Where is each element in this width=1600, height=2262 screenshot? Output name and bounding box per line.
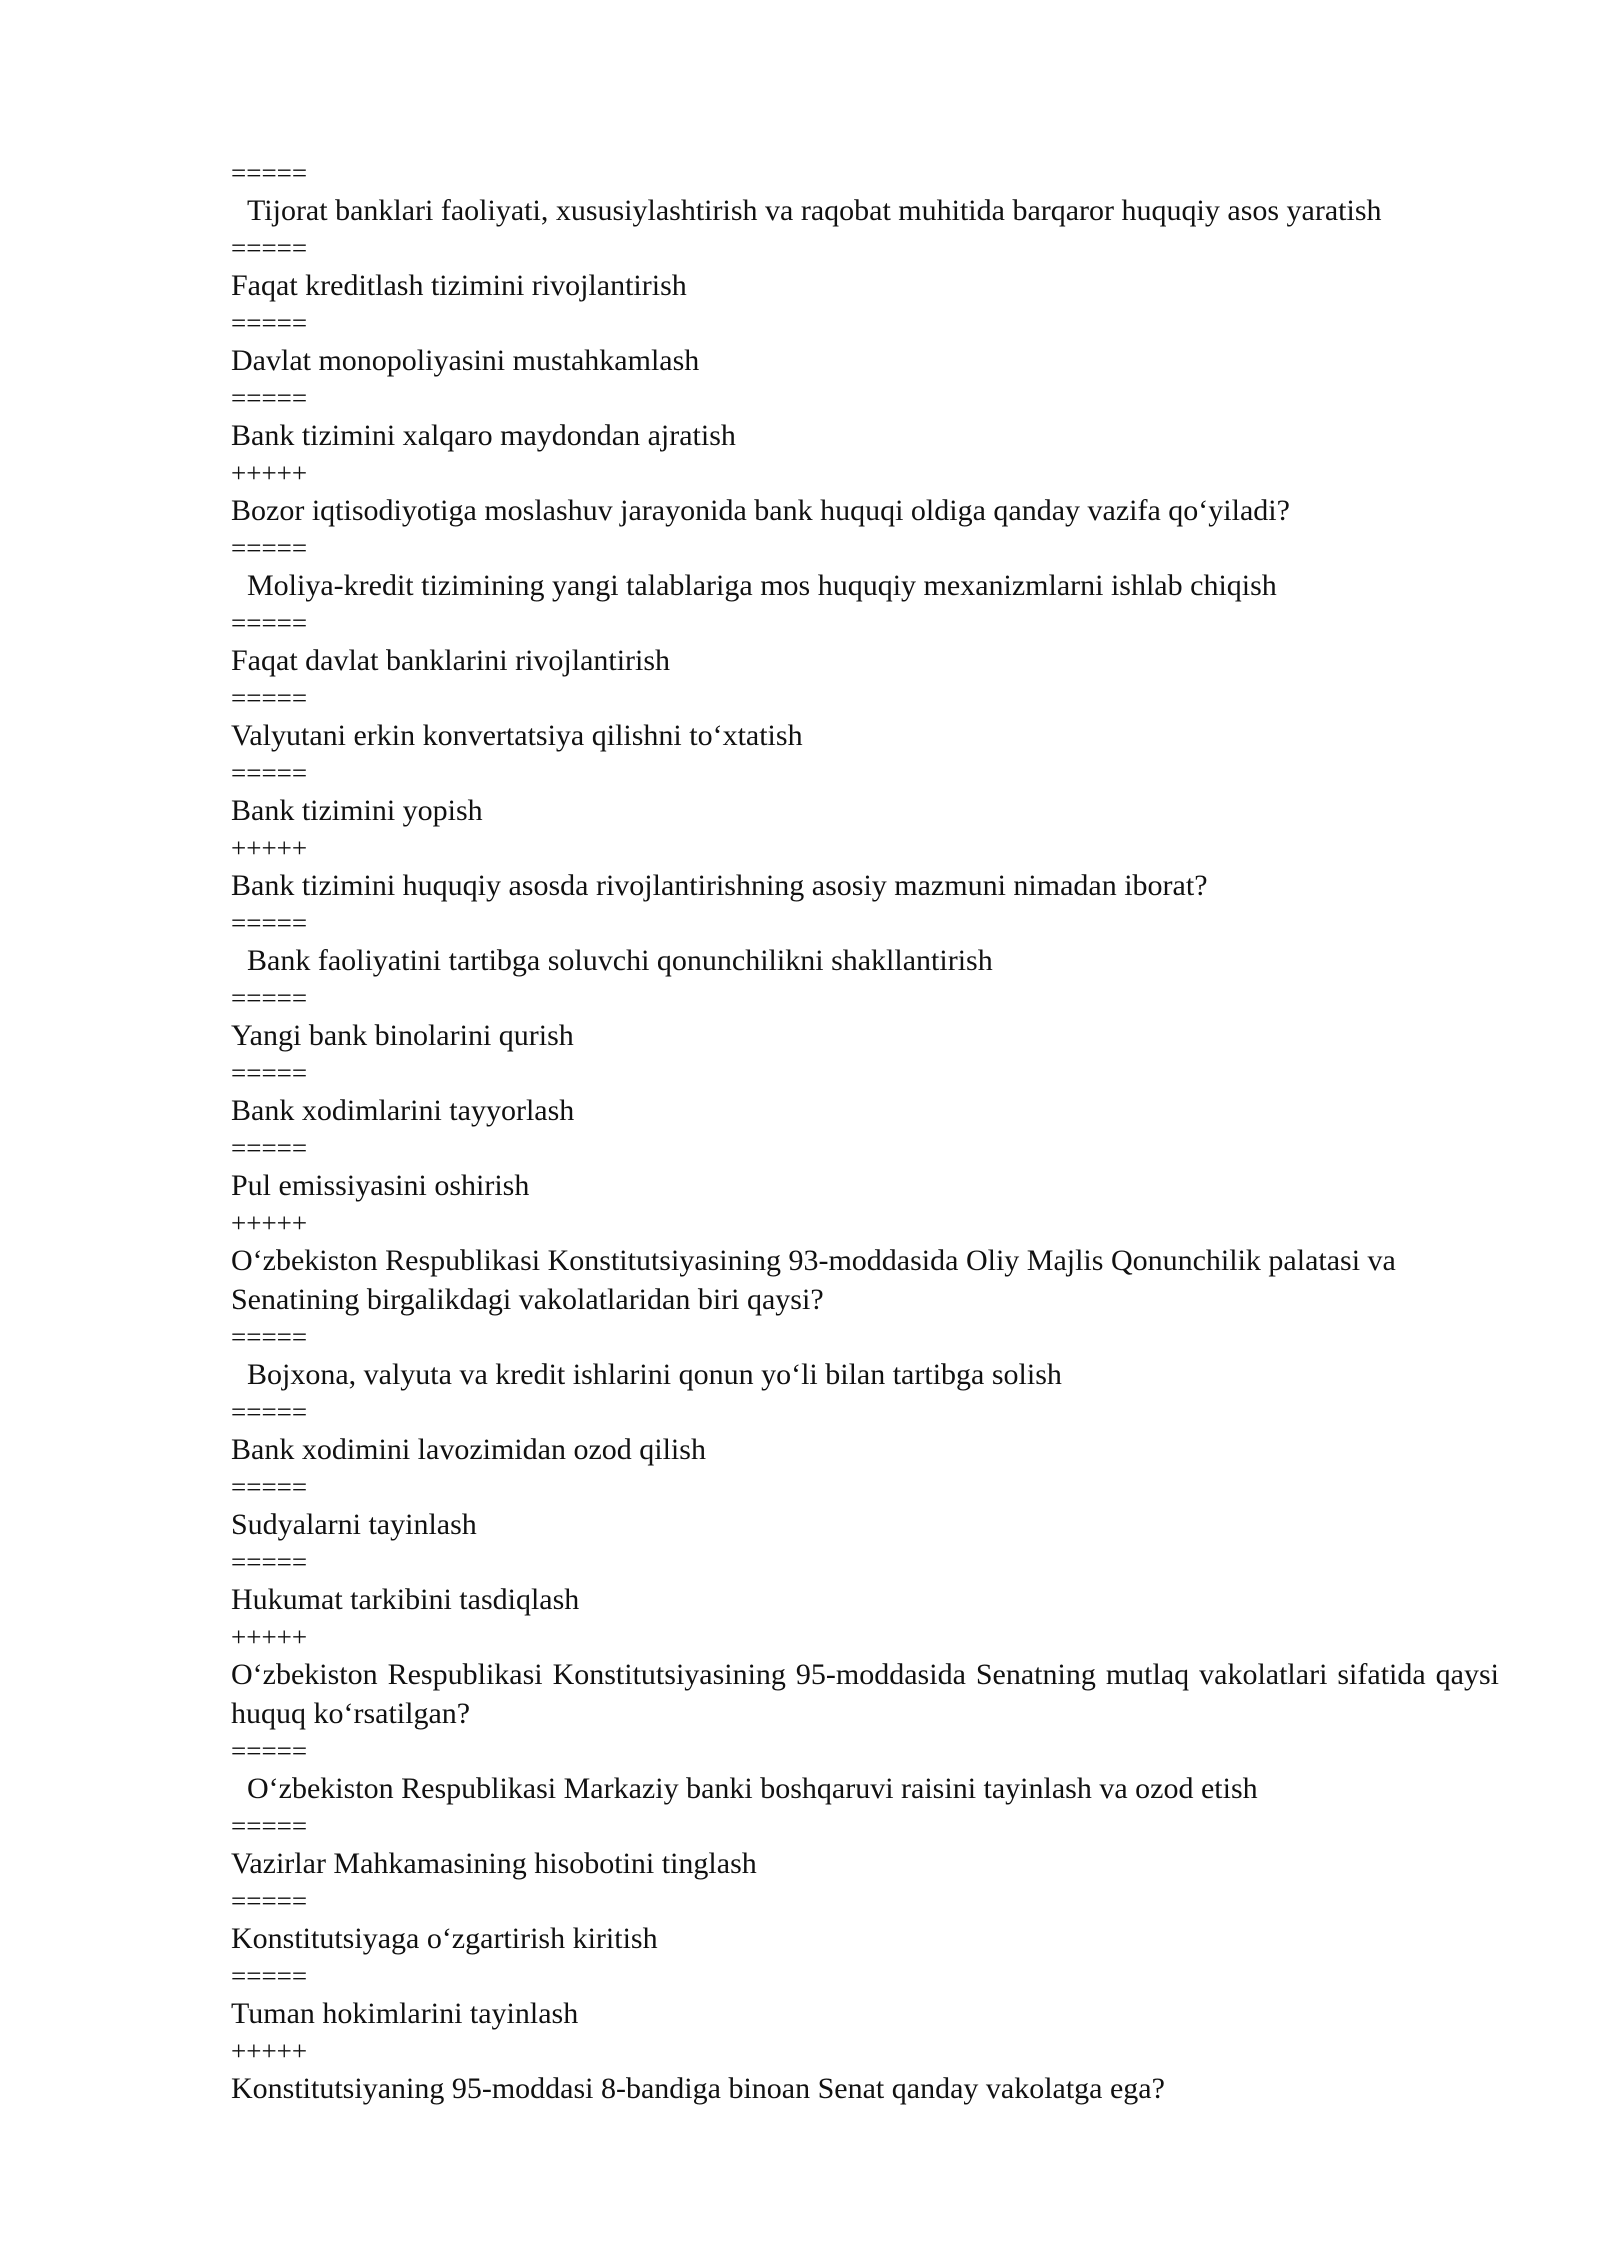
answer-option-correct: Bank faoliyatini tartibga soluvchi qonunchilikni shakllantirish [247,944,993,977]
answer-separator: ===== [231,533,308,563]
question-text: Bozor iqtisodiyotiga moslashuv jarayonida bank huquqi oldiga qanday vazifa qo‘yiladi? [231,494,1290,527]
question-text: Bank tizimini huquqiy asosda rivojlantirishning asosiy mazmuni nimadan iborat? [231,869,1208,902]
answer-option: Faqat kreditlash tizimini rivojlantirish [231,269,687,302]
answer-option-correct: Bojxona, valyuta va kredit ishlarini qonun yo‘li bilan tartibga solish [247,1358,1062,1391]
test-document [231,155,1507,2108]
answer-option: Valyutani erkin konvertatsiya qilishni to‘xtatish [231,719,803,752]
answer-option: Davlat monopoliyasini mustahkamlash [231,344,700,377]
answer-option-correct: Moliya-kredit tizimining yangi talablariga mos huquqiy mexanizmlarni ishlab chiqish [247,569,1277,602]
answer-separator: ===== [231,1133,308,1163]
answer-separator: ===== [231,608,308,638]
answer-option: Bank xodimlarini tayyorlash [231,1094,575,1127]
answer-option: Tuman hokimlarini tayinlash [231,1997,579,2030]
question-text: Konstitutsiyaning 95-moddasi 8-bandiga binoan Senat qanday vakolatga ega? [231,2072,1165,2105]
answer-option: Sudyalarni tayinlash [231,1508,477,1541]
answer-separator: ===== [231,908,308,938]
answer-option: Yangi bank binolarini qurish [231,1019,574,1052]
answer-option-correct: O‘zbekiston Respublikasi Markaziy banki boshqaruvi raisini tayinlash va ozod etish [247,1772,1258,1805]
answer-option: Vazirlar Mahkamasining hisobotini tinglash [231,1847,757,1880]
answer-separator: ===== [231,308,308,338]
question-separator: +++++ [231,458,308,488]
answer-option-correct: Tijorat banklari faoliyati, xususiylashtirish va raqobat muhitida barqaror huquqiy asos yaratish [247,194,1382,227]
question-separator: +++++ [231,1208,308,1238]
answer-separator: ===== [231,1961,308,1991]
question-separator: +++++ [231,2036,308,2066]
answer-option: Bank tizimini xalqaro maydondan ajratish [231,419,736,452]
answer-separator: ===== [231,683,308,713]
answer-separator: ===== [231,758,308,788]
answer-separator: ===== [231,233,308,263]
question-text: O‘zbekiston Respublikasi Konstitutsiyasining 95-moddasida Senatning mutlaq vakolatlari sifatida qaysi huquq ko‘rsatilgan? [231,1658,1507,1730]
answer-separator: ===== [231,1472,308,1502]
answer-separator: ===== [231,1886,308,1916]
answer-separator: ===== [231,1397,308,1427]
answer-option: Hukumat tarkibini tasdiqlash [231,1583,580,1616]
answer-option: Pul emissiyasini oshirish [231,1169,530,1202]
answer-option: Faqat davlat banklarini rivojlantirish [231,644,671,677]
answer-separator: ===== [231,1811,308,1841]
answer-separator: ===== [231,1736,308,1766]
answer-separator: ===== [231,983,308,1013]
answer-separator: ===== [231,1322,308,1352]
question-separator: +++++ [231,1622,308,1652]
answer-option: Bank tizimini yopish [231,794,483,827]
answer-option: Konstitutsiyaga o‘zgartirish kiritish [231,1922,658,1955]
question-separator: +++++ [231,833,308,863]
question-text: O‘zbekiston Respublikasi Konstitutsiyasining 93-moddasida Oliy Majlis Qonunchilik palatasi va Senatining birgalikdagi vakolatlaridan biri qaysi? [231,1244,1404,1316]
answer-separator: ===== [231,1058,308,1088]
answer-option: Bank xodimini lavozimidan ozod qilish [231,1433,706,1466]
answer-separator: ===== [231,383,308,413]
answer-separator: ===== [231,1547,308,1577]
answer-separator: ===== [231,158,308,188]
